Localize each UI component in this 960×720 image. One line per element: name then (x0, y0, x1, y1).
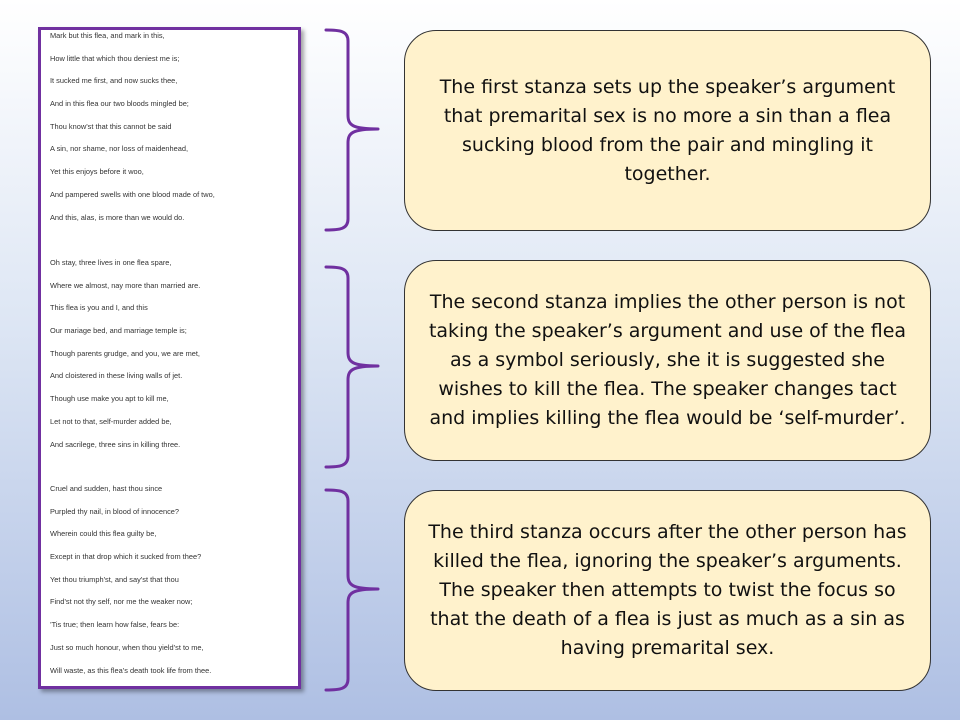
poem-line: Just so much honour, when thou yield’st to me, (50, 642, 204, 652)
poem-line: Though parents grudge, and you, we are met, (50, 348, 200, 358)
poem-line: Yet this enjoys before it woo, (50, 167, 144, 177)
poem-line: And this, alas, is more than we would do. (50, 212, 185, 222)
poem-line: A sin, nor shame, nor loss of maidenhead, (50, 144, 189, 154)
poem-line: Where we almost, nay more than married are. (50, 280, 201, 290)
stanza-1-brace (322, 27, 384, 233)
poem-line: Let not to that, self-murder added be, (50, 416, 172, 426)
poem-line: ’Tis true; then learn how false, fears be: (50, 620, 180, 630)
poem-line: This flea is you and I, and this (50, 303, 148, 313)
poem-line: Thou know’st that this cannot be said (50, 121, 172, 131)
poem-line: How little that which thou deniest me is; (50, 53, 180, 63)
stanza-2-note: The second stanza implies the other person is not taking the speaker’s argument and use of the flea as a symbol seriously, she it is suggested she wishes to kill the flea. The speaker changes tact and implies killing the flea would be ‘self-murder’. (404, 260, 931, 461)
poem-line: Wherein could this flea guilty be, (50, 529, 157, 539)
stanza-1 (50, 31, 215, 235)
stanza-2-brace (322, 264, 384, 470)
stanza-3-brace (322, 487, 384, 693)
poem-line: And cloistered in these living walls of jet. (50, 371, 183, 381)
poem-line: Except in that drop which it sucked from thee? (50, 552, 202, 562)
poem-line: Purpled thy nail, in blood of innocence? (50, 506, 180, 516)
poem-line: It sucked me first, and now sucks thee, (50, 76, 178, 86)
poem-line: Though use make you apt to kill me, (50, 394, 169, 404)
poem-line: Yet thou triumph’st, and say’st that thou (50, 574, 179, 584)
stanza-3 (50, 484, 211, 688)
poem-line: Our mariage bed, and marriage temple is; (50, 326, 187, 336)
stanza-3-note: The third stanza occurs after the other person has killed the flea, ignoring the speaker’s arguments. The speaker then attempts to twist the focus so that the death of a flea is just as much as a sin as having premarital sex. (404, 490, 931, 691)
poem-line: Cruel and sudden, hast thou since (50, 484, 163, 493)
poem-line: Find’st not thy self, nor me the weaker now; (50, 597, 193, 607)
stanza-1-note: The first stanza sets up the speaker’s argument that premarital sex is no more a sin than a flea sucking blood from the pair and mingling it together. (404, 30, 931, 231)
poem-line: And pampered swells with one blood made of two, (50, 189, 215, 199)
poem-line: Oh stay, three lives in one flea spare, (50, 258, 172, 267)
poem-panel (38, 27, 301, 689)
stanza-2 (50, 258, 200, 462)
poem-line: Mark but this flea, and mark in this, (50, 31, 165, 40)
poem-line: And in this flea our two bloods mingled be; (50, 99, 189, 109)
poem-line: Will waste, as this flea’s death took life from thee. (50, 665, 212, 675)
poem-line: And sacrilege, three sins in killing three. (50, 439, 181, 449)
